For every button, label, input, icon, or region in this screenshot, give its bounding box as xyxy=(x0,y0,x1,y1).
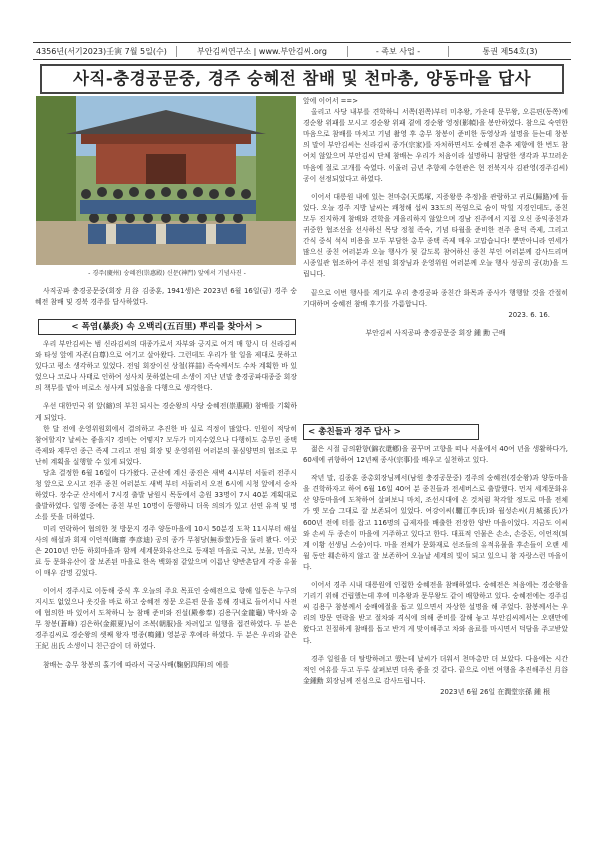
date-1: 2023. 6. 16. xyxy=(508,310,550,319)
article-title: 사직-충경공문중, 경주 숭혜전 참배 및 천마총, 양동마을 답사 xyxy=(40,64,564,94)
group-photo xyxy=(36,96,296,265)
right-body-a xyxy=(303,96,568,339)
left-intro xyxy=(35,286,297,308)
paragraph: 이어서 경주 시내 대릉원에 인접한 숭혜전을 참배하였다. 숭혜전은 처음에는 경순왕을 기리기 위해 건립했는데 후에 미추왕과 문무왕도 같이 배향하고 있다. 숭혜전에는 경주김씨 김용구 참봉께서 숭배예절을 돕고 있으면서 자상한 설명을 해 주었다. 참봉께서는 우리의 방문 연락을 받고 절차와 격식에 의해 준비를 잘해 놓고 부안김씨께서는 오랜만에 왔다고 친절하게 참배를 돕고 반겨 게 맞이해주고 차와 음료를 마시면서 덕담을 주고받았다. xyxy=(303,581,568,645)
continued-note: 앞에 이어서 ==> xyxy=(303,97,358,105)
section2-title: < 총친들과 경주 답사 > xyxy=(303,424,479,440)
intro-paragraph: 사직공파 충경공문중(회장 月谷 김종훈, 1941생)은 2023년 6월 16일(금) 경주 숭혜전 참배 및 경북 경주를 답사하였다. xyxy=(35,287,297,307)
paragraph: 젊은 시절 금의환향(錦衣還鄕)을 꿈꾸며 고향을 떠나 서울에서 40여 년을 생활하다가, 60세에 귀향하여 12년째 종사(宗事)를 배우고 실천하고 있다. xyxy=(303,445,568,465)
paragraph: 끝으로 이번 행사를 계기로 우리 충경공파 종친간 화목과 종사가 행행할 것을 간절히 기대하며 숭혜전 참배 후기를 가름합니다. xyxy=(303,288,568,308)
section1-title: < 폭염(暴炎) 속 오백리(五百里) 뿌리를 찾아서 > xyxy=(38,319,296,335)
issue-date: 4356년(서기2023)壬寅 7월 5일(수) xyxy=(33,46,177,57)
paragraph: 한 달 전에 운영위원회에서 결의하고 추진한 바 실로 걱정이 많았다. 인원이 적당히 참여할지? 날씨는 좋을지? 경비는 어떻지? 모두가 미지수였으나 다행히도 총무인 종택 족제와 재무인 종근 족제 그리고 전임 회장 및 운영위원 여러분의 물심양면의 협조로 무난히 계획을 실행할 수 있게 되었다. xyxy=(35,424,297,466)
page-header xyxy=(33,42,571,60)
issue-number: 통권 제54호(3) xyxy=(482,46,538,56)
signature-1: 부안김씨 사직공파 충경공문중 회장 鍾 勳 근배 xyxy=(365,328,506,337)
publisher: 부안김씨연구소 | www.부안김씨.org xyxy=(177,46,348,57)
paragraph: 이어서 대릉원 내에 있는 천마총(天馬塚, 지증왕릉 추정)을 관람하고 귀로(歸路)에 들었다. 오늘 경주 지방 날씨는 쾌청해 섭씨 33도의 폭염으로 숨이 막힐 지경인데도, 종친 모두 진지하게 참배와 견학을 게을리하지 않았으며 경남 진주에서 지접 오신 종익종친과 귀중한 협조선을 선사하신 목당 정철 족숙, 기념 타월을 준비한 전주 용덕 족제, 그리고 간식 중식 석식 비용을 모두 부담한 총무 종택 족제 매우 고맙습니다! 뿐만아니라 연세가 많으신 종친 여러분과 오늘 행사가 됫 갈도록 참여하신 종친 부인 여러분께 감사드리며 시종일관 협조하여 주신 전임 회장님과 운영위원 여러분께 오늘 행사 성공의 공(功)을 드립니다. xyxy=(303,192,568,279)
paragraph: 이어서 경주시로 이동해 중식 후 오늘의 주요 목표인 숭혜전으로 향해 일동은 누구의 지시도 없었으나 옷깃을 바로 하고 숭혜전 정문 오른편 문을 통해 경내로 들어서니 사전에 협의한 바 있어서 도착하니 능 참배 준비와 진설(殿參奉) 김용구(金龍龜) 박사와 총무 창봉(蒼峰) 김은하(金銀夏)님이 조복(朝服)을 차려입고 일행을 접견하였다. 두 분은 경주김씨로 경순왕의 셋째 왕자 명종(鳴鍾) 영분공 후예라 하였다. 두 분은 우리와 같은 王紀 出氏 소생이니 친근감이 더 하였다. xyxy=(35,586,297,651)
group-photo-illustration xyxy=(36,96,296,265)
paragraph: 미리 연락하여 협의한 첫 방문지 경주 양동마을에 10시 50분경 도착 11시부터 해설사의 해설과 회재 이언적(晦齋 李彦迪) 공의 종가 무첨당(無忝堂)등을 둘러 봤다. 이곳은 2010년 안동 하회마을과 함께 세계문화유산으로 등재된 마을로 국보, 보물, 민속자료 등 문화유산이 잘 보존된 마을로 한옥 백화점 같았으며 이름난 양반촌답게 각종 유물이 매우 감명 깊었다. xyxy=(35,524,297,577)
paragraph: 당초 결정한 6월 16일이 다가왔다. 군산에 계신 종진은 새벽 4시부터 서둘러 전주시청 앞으로 오시고 전주 종친 여러분도 새벽 부터 서둘러서 오전 6시에 시청 앞에서 승차하였다. 장수군 산서에서 7시경 출발 남원시 목동에서 총원 33명이 7시 40분 계획대로 출발하였다. 일행 중에는 종친 부인 10명이 동행하니 더욱 의의가 있고 선연 유적 및 명소를 뜻을 더하였다. xyxy=(35,469,297,522)
paragraph: 우선 대한민국 위 앞(縮)의 부친 되시는 경순왕의 사당 숭혜전(崇惠殿) 참배를 기획하게 되었다. xyxy=(35,402,297,422)
paragraph: 작년 말, 김종훈 종총회장님께서(남원 충경공문중) 경주의 숭혜전(경순왕)과 양동마을을 견학하자고 하여 6월 16일 40여 분 종친들과 전세버스로 출발했다. 먼저 세계문화유산 양동마을에 도착하여 살펴보니 마치, 조선시대에 온 것처럼 착각할 정도로 마을 전체가 옛 모습 그대로 잘 보존되어 있었다. 여강이씨(驪江李氏)와 월성손씨(月城孫氏)가 600년 전에 터를 잡고 116명의 급제자를 배출한 전장한 양반 마을이었다. 지금도 이씨와 손씨 두 종손이 마을에 거주하고 있다고 한다. 대표적 인물은 손소, 손중돈, 이언적(퇴계 이황 선생님 스승)이다. 마을 전체가 문화재로 선조들의 유적유물을 후손들이 오랜 세월 동안 훼손하지 않고 잘 보존하여 오늘날 세계의 빛이 되고 있으니 참 자랑스런 마을이다. xyxy=(303,474,568,571)
left-body xyxy=(35,339,297,671)
category: - 족보 사업 - xyxy=(348,46,449,57)
paragraph: 경주 일원을 더 탐방하려고 했는데 날씨가 더워서 천마총만 더 보았다. 다음에는 시간적인 여유를 두고 두루 살펴보면 더욱 좋을 것 같다. 끝으로 이번 여행을 추진해주신 月谷 金鍾勳 회장님께 진심으로 감사드립니다. xyxy=(303,654,568,685)
paragraph: 올리고 사당 내부를 견학하니 서쪽(왼쪽)부터 미추왕, 가운데 문무왕, 오른편(동쪽)에 경순왕 위패를 모시고 경순왕 위패 곁에 경순왕 영정(影幀)을 봉안하였다. 참으로 숙연한 마음으로 참배를 마치고 기념 촬영 후 총무 창봉이 준비한 동영상과 설명을 듣는데 창봉의 말이 부안김씨는 신라김씨 종가(宗家)를 자처하면서도 숭혜전 춘추 제향에 한 번도 참여치 않았으며 부안김씨 단체 참배는 우리가 처음이라 설명하니 참담한 생각과 부끄러운 마음에 절로 고개를 숙였다. 이울러 금년 추향제 수헌관은 현 전북지사 김관영(경주김씨)공이 선정되었다고 하였다. xyxy=(303,108,568,183)
date-2: 2023년 6월 26일 在潤堂宗孫 鍾 根 xyxy=(440,687,550,696)
paragraph: 우리 부안김씨는 범 신라김씨의 대종가로서 자부와 긍지로 여겨 매 항시 더 신라김씨와 타성 앞에 자존(自尊)으로 여기고 살아왔다. 그런데도 우리가 할 일을 제대로 못하고 있다고 평소 생각하고 있었다. 전임 회장이신 상철(祥喆) 족숙께서도 수차 계획한 바 있었으나 코로나 사태로 인하여 성사치 못하였는데 소생이 지난 년말 충경공파대종중 회장의 책무를 맡아 비로소 성사케 되었음을 다행으로 생각한다. xyxy=(35,340,297,393)
right-body-b xyxy=(303,444,568,698)
photo-caption: - 경주(慶州) 숭혜전(崇惠殿) 신문(神門) 앞에서 기념사진 - xyxy=(88,270,246,277)
paragraph: 참배는 총무 창봉의 홀기에 따라서 국궁사배(鞠躬四拜)의 예를 xyxy=(43,660,229,669)
